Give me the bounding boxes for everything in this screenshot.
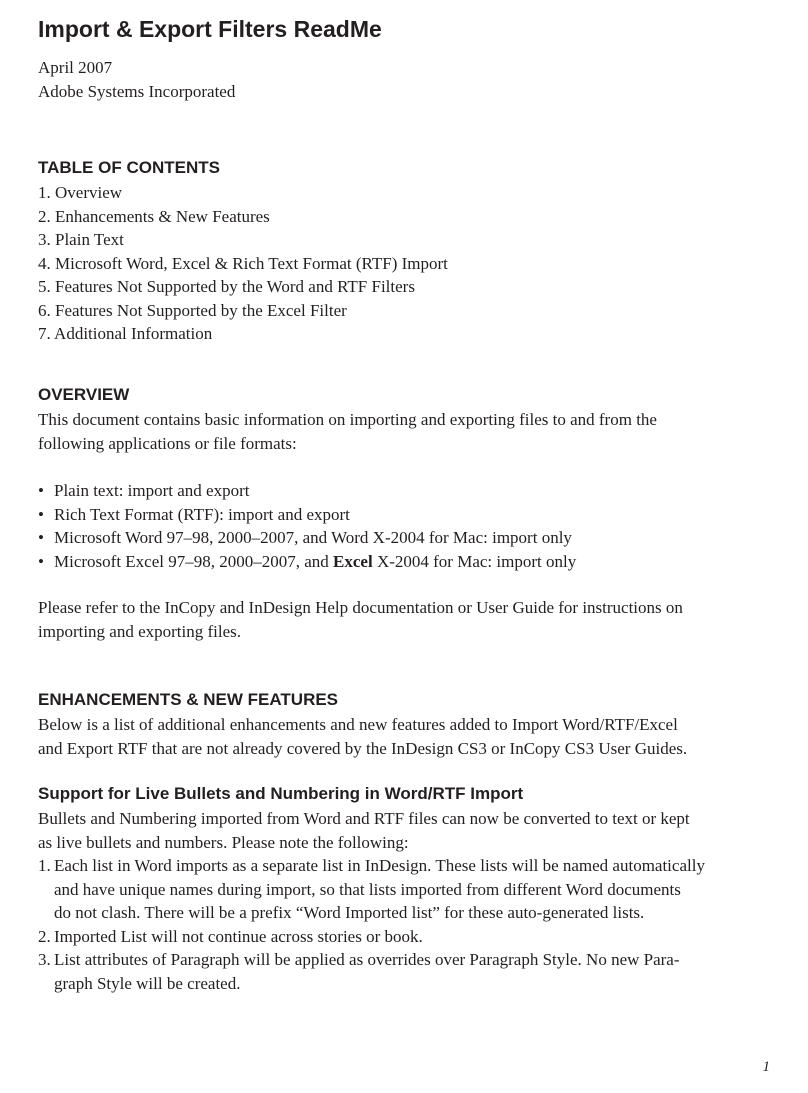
toc-heading: TABLE OF CONTENTS [38,158,220,177]
item-line: List attributes of Paragraph will be applied as overrides over Paragraph Style. No new Para- [54,950,680,969]
list-item [38,550,576,574]
refer-paragraph [38,596,778,643]
bullet-glyph: • [38,481,44,500]
bullet-glyph: • [38,551,44,571]
overview-heading: OVERVIEW [38,385,130,404]
bullet-text-bold: Excel [333,551,373,571]
item-number: 3. [38,950,51,969]
overview-intro-line: following applications or file formats: [38,433,297,453]
toc-item: 6. Features Not Supported by the Excel Filter [38,300,347,320]
refer-line: Please refer to the InCopy and InDesign Help documentation or User Guide for instructions on [38,598,683,617]
list-item [38,854,778,925]
bullet-text: Rich Text Format (RTF): import and export [54,504,350,524]
document-date: April 2007 [38,58,113,77]
enhancements-intro [38,713,778,760]
item-line: graph Style will be created. [54,973,241,993]
bullet-text-pre: Microsoft Excel 97–98, 2000–2007, and [54,551,334,571]
page-number: 1 [762,1059,770,1075]
item-line: Imported List will not continue across stories or book. [54,926,423,946]
list-item [38,526,576,550]
item-line: do not clash. There will be a prefix “Word Imported list” for these auto-generated lists. [54,903,645,922]
list-item [38,479,576,503]
toc-item: 7. Additional Information [38,324,213,343]
document-title: Import & Export Filters ReadMe [38,16,382,42]
refer-line: importing and exporting files. [38,621,242,641]
document-meta [38,56,235,103]
enhancements-heading: ENHANCEMENTS & NEW FEATURES [38,690,339,709]
item-number: 2. [38,926,51,946]
document-company: Adobe Systems Incorporated [38,81,236,101]
toc-item: 1. Overview [38,183,123,202]
bullet-glyph: • [38,504,44,524]
enhancements-intro-line: and Export RTF that are not already covered by the InDesign CS3 or InCopy CS3 User Guides. [38,738,688,758]
table-of-contents [38,181,448,346]
bullets-numbering-line: as live bullets and numbers. Please note the following: [38,832,409,852]
bullet-text: Microsoft Word 97–98, 2000–2007, and Word X-2004 for Mac: import only [54,528,572,547]
toc-item: 5. Features Not Supported by the Word and RTF Filters [38,277,415,296]
format-bullet-list [38,479,576,573]
item-line: Each list in Word imports as a separate list in InDesign. These lists will be named automatically [54,856,705,875]
overview-intro-line: This document contains basic information on importing and exporting files to and from the [38,410,657,429]
overview-intro [38,408,778,455]
bullet-glyph: • [38,528,44,547]
toc-item: 4. Microsoft Word, Excel & Rich Text Format (RTF) Import [38,253,448,273]
enhancements-intro-line: Below is a list of additional enhancements and new features added to Import Word/RTF/Excel [38,715,678,734]
toc-item: 2. Enhancements & New Features [38,206,270,226]
bullet-text-post: X-2004 for Mac: import only [372,551,577,571]
item-number: 1. [38,856,51,875]
list-item [38,925,778,949]
bullet-text: Plain text: import and export [54,481,250,500]
list-item [38,503,576,527]
bullets-numbering-intro [38,807,778,854]
toc-item: 3. Plain Text [38,230,124,249]
bullets-numbering-subheading: Support for Live Bullets and Numbering in Word/RTF Import [38,784,524,803]
bullets-numbering-line: Bullets and Numbering imported from Word and RTF files can now be converted to text or kept [38,809,690,828]
item-line: and have unique names during import, so that lists imported from different Word documents [54,879,681,899]
numbered-notes-list [38,854,778,995]
list-item [38,948,778,995]
